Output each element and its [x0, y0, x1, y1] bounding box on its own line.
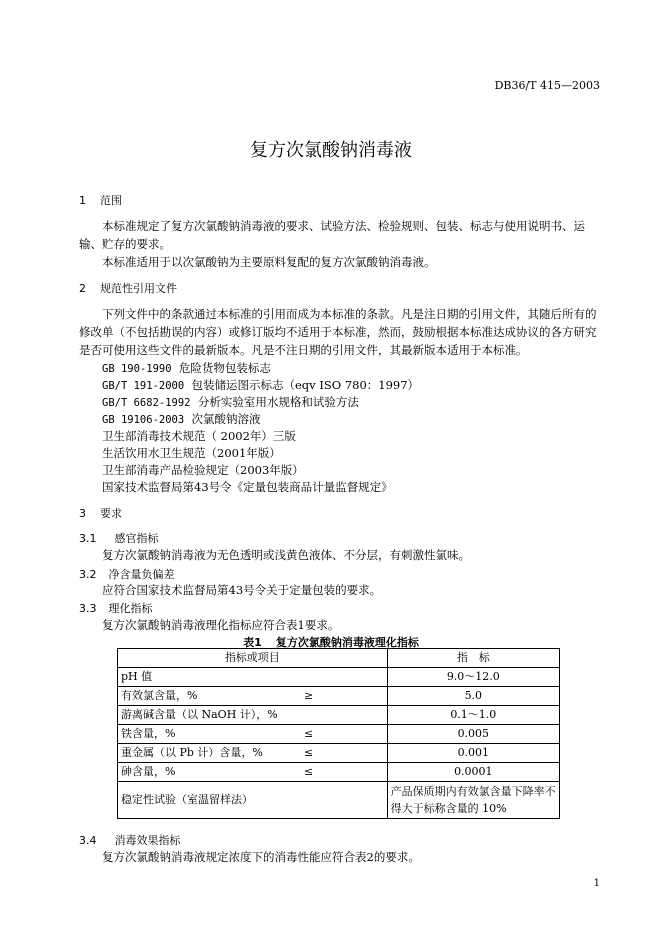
subsection-3-2-text: 应符合国家技术监督局第43号令关于定量包装的要求。 [102, 583, 382, 597]
section-1-heading [79, 192, 122, 208]
table-row [118, 668, 560, 687]
header-cell: 指 标 [387, 649, 559, 668]
table-row [118, 687, 560, 706]
header-cell: 指标或项目 [118, 649, 388, 668]
value-cell: 0.0001 [387, 763, 559, 782]
section-number: 2 [79, 282, 86, 295]
reference-item: GB 19106-2003 次氯酸钠溶液 [102, 412, 261, 426]
value-cell: 9.0～12.0 [387, 668, 559, 687]
subsection-3-1-heading: 3.1 感官指标 [79, 532, 159, 545]
item-cell: 稳定性试验（室温留样法） [118, 782, 388, 819]
reference-item: 国家技术监督局第43号令《定量包装商品计量监督规定》 [102, 480, 393, 494]
subsection-3-4-text: 复方次氯酸钠消毒液规定浓度下的消毒性能应符合表2的要求。 [102, 850, 420, 864]
subsection-3-4-heading: 3.4 消毒效果指标 [79, 834, 181, 847]
table-row [118, 763, 560, 782]
subsection-3-2-heading: 3.2 净含量负偏差 [79, 568, 175, 581]
table-row [118, 706, 560, 725]
subsection-3-3-text: 复方次氯酸钠消毒液理化指标应符合表1要求。 [102, 618, 340, 632]
section-number: 3 [79, 507, 86, 520]
reference-item: GB 190-1990 危险货物包装标志 [102, 361, 271, 375]
section-2-paragraph: 下列文件中的条款通过本标准的引用而成为本标准的条款。凡是注日期的引用文件，其随后所有的修改单（不包括勘误的内容）或修订版均不适用于本标准，然而，鼓励根据本标准达成协议的各方研究是否可使用这些文件的最新版本。凡是不注日期的引用文件，其最新版本适用于本标准。 [79, 307, 597, 357]
section-3-heading [79, 505, 122, 521]
table-number: 表1 [243, 636, 262, 649]
section-title: 要求 [100, 507, 122, 520]
document-title: 复方次氯酸钠消毒液 [250, 140, 412, 161]
reference-item: 生活饮用水卫生规范（2001年版） [102, 446, 281, 460]
section-2-heading [79, 280, 177, 296]
value-cell: 0.005 [387, 725, 559, 744]
reference-item: GB/T 191-2000 包装储运图示标志（eqv ISO 780：1997） [102, 378, 420, 392]
item-cell: 重金属（以 Pb 计）含量，% ≤ [118, 744, 388, 763]
physicochemical-table [117, 648, 560, 819]
section-title: 范围 [100, 194, 122, 207]
table-row [118, 782, 560, 819]
item-cell: 游离碱含量（以 NaOH 计），% [118, 706, 388, 725]
page-number: 1 [593, 878, 600, 889]
section-1-paragraph-2: 本标准适用于以次氯酸钠为主要原料复配的复方次氯酸钠消毒液。 [102, 255, 436, 269]
standard-number: DB36/T 415—2003 [494, 79, 600, 92]
subsection-3-3-heading: 3.3 理化指标 [79, 602, 153, 615]
value-cell: 5.0 [387, 687, 559, 706]
section-title: 规范性引用文件 [100, 282, 177, 295]
item-cell: 砷含量，% ≤ [118, 763, 388, 782]
table-row [118, 725, 560, 744]
item-cell: pH 值 [118, 668, 388, 687]
value-cell: 产品保质期内有效氯含量下降率不得大于标称含量的 10% [387, 782, 559, 819]
table-title: 复方次氯酸钠消毒液理化指标 [275, 636, 419, 649]
item-cell: 铁含量，% ≤ [118, 725, 388, 744]
section-1-paragraph-1: 本标准规定了复方次氯酸钠消毒液的要求、试验方法、检验规则、包装、标志与使用说明书、运输、贮存的要求。 [79, 219, 585, 251]
section-number: 1 [79, 194, 86, 207]
subsection-3-1-text: 复方次氯酸钠消毒液为无色透明或浅黄色液体、不分层，有刺激性氯味。 [102, 548, 470, 562]
value-cell: 0.001 [387, 744, 559, 763]
table-header-row [118, 649, 560, 668]
table-row [118, 744, 560, 763]
value-cell: 0.1～1.0 [387, 706, 559, 725]
reference-item: 卫生部消毒技术规范（ 2002年）三版 [102, 429, 296, 443]
item-cell: 有效氯含量，% ≥ [118, 687, 388, 706]
reference-item: 卫生部消毒产品检验规定（2003年版） [102, 463, 304, 477]
reference-item: GB/T 6682-1992 分析实验室用水规格和试验方法 [102, 395, 359, 409]
